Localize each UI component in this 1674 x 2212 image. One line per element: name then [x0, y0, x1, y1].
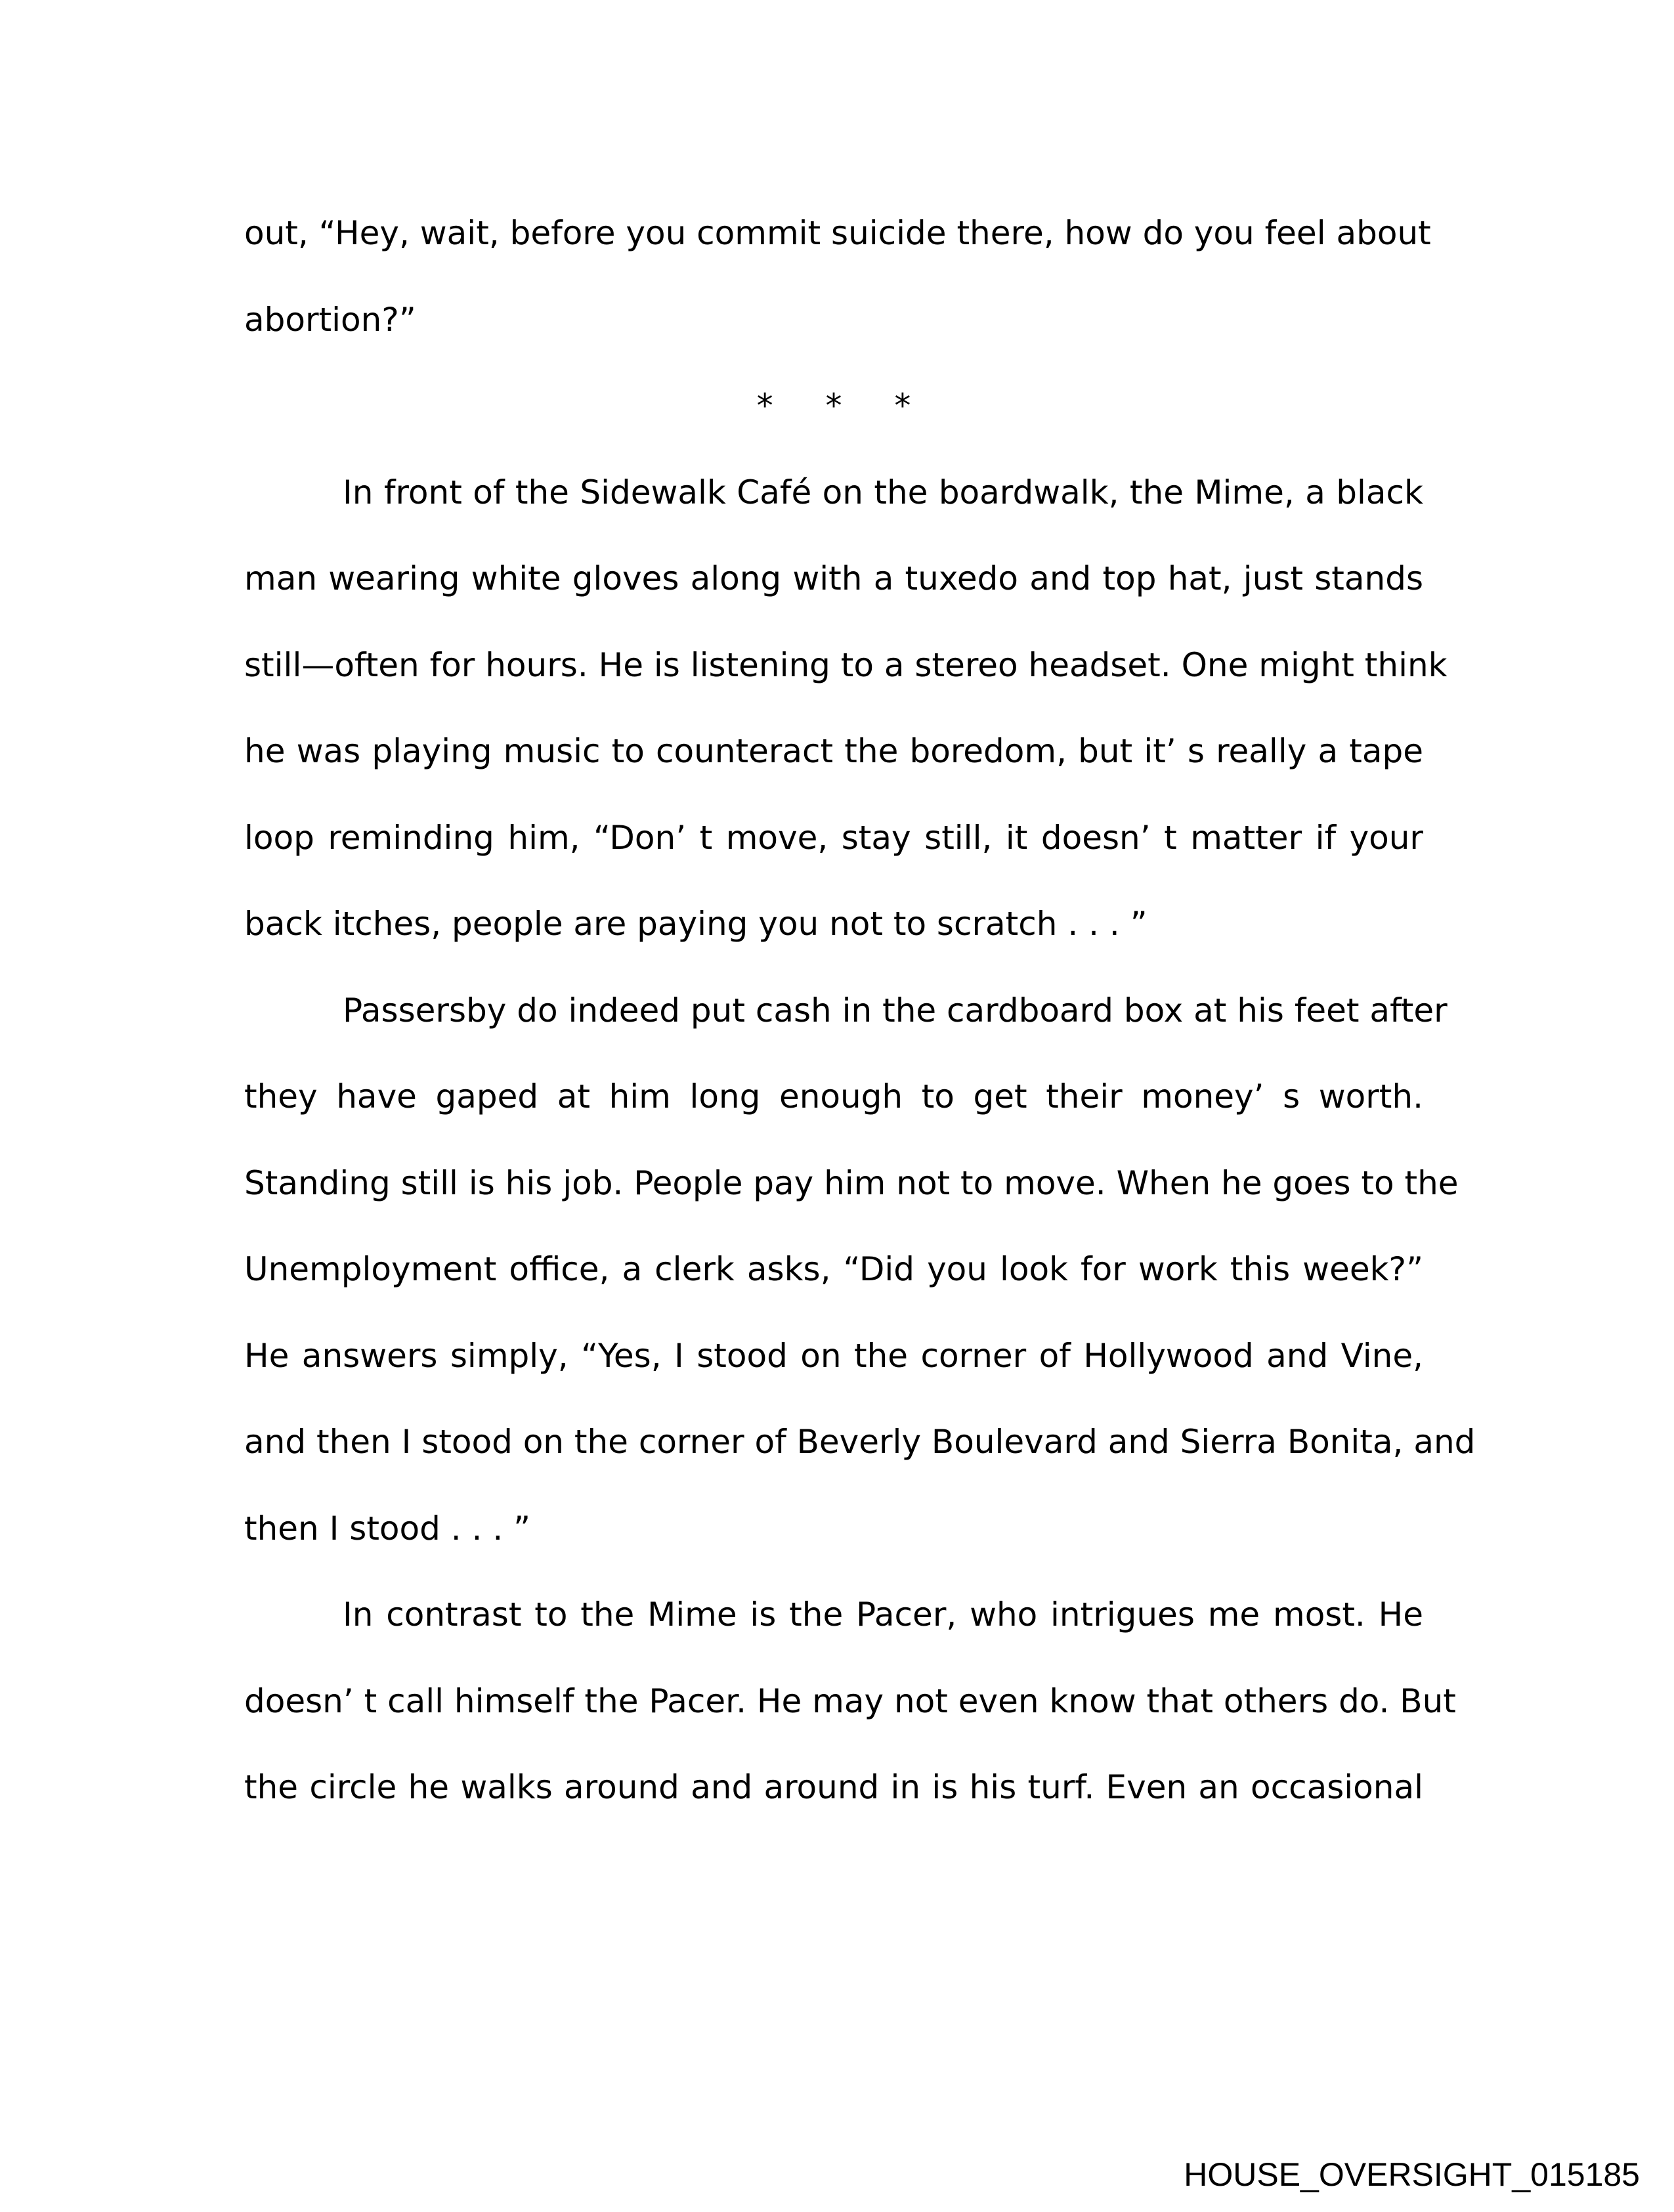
text-line: He answers simply, “Yes, I stood on the corner of Hollywood and Vine,	[244, 1336, 1423, 1375]
text-line: doesn’ t call himself the Pacer. He may not even know that others do. But	[244, 1681, 1456, 1720]
text-line: he was playing music to counteract the boredom, but it’ s really a tape	[244, 732, 1423, 770]
text-line: the circle he walks around and around in is his turf. Even an occasional	[244, 1768, 1423, 1806]
bates-number: HOUSE_OVERSIGHT_015185	[1184, 2156, 1640, 2193]
text-line: then I stood . . . ”	[244, 1509, 531, 1548]
body-text	[244, 190, 1476, 1831]
text-line: man wearing white gloves along with a tuxedo and top hat, just stands	[244, 559, 1423, 597]
paragraph-first-line: In contrast to the Mime is the Pacer, who intrigues me most. He	[343, 1595, 1423, 1634]
text-line: abortion?”	[244, 300, 416, 339]
text-line: Standing still is his job. People pay him not to move. When he goes to the	[244, 1163, 1459, 1202]
text-line: out, “Hey, wait, before you commit suicide there, how do you feel about	[244, 214, 1431, 252]
paragraph-first-line: In front of the Sidewalk Café on the boardwalk, the Mime, a black	[343, 473, 1423, 511]
text-line: they have gaped at him long enough to get their money’ s worth.	[244, 1077, 1423, 1116]
text-line: back itches, people are paying you not to scratch . . . ”	[244, 905, 1148, 943]
text-line: Unemployment office, a clerk asks, “Did you look for work this week?”	[244, 1250, 1423, 1288]
text-line: and then I stood on the corner of Beverly Boulevard and Sierra Bonita, and	[244, 1423, 1476, 1461]
paragraph-first-line: Passersby do indeed put cash in the cardboard box at his feet after	[343, 991, 1448, 1030]
section-separator: * * *	[756, 387, 932, 425]
text-line: still—often for hours. He is listening to a stereo headset. One might think	[244, 645, 1448, 684]
text-line: loop reminding him, “Don’ t move, stay still, it doesn’ t matter if your	[244, 818, 1423, 857]
